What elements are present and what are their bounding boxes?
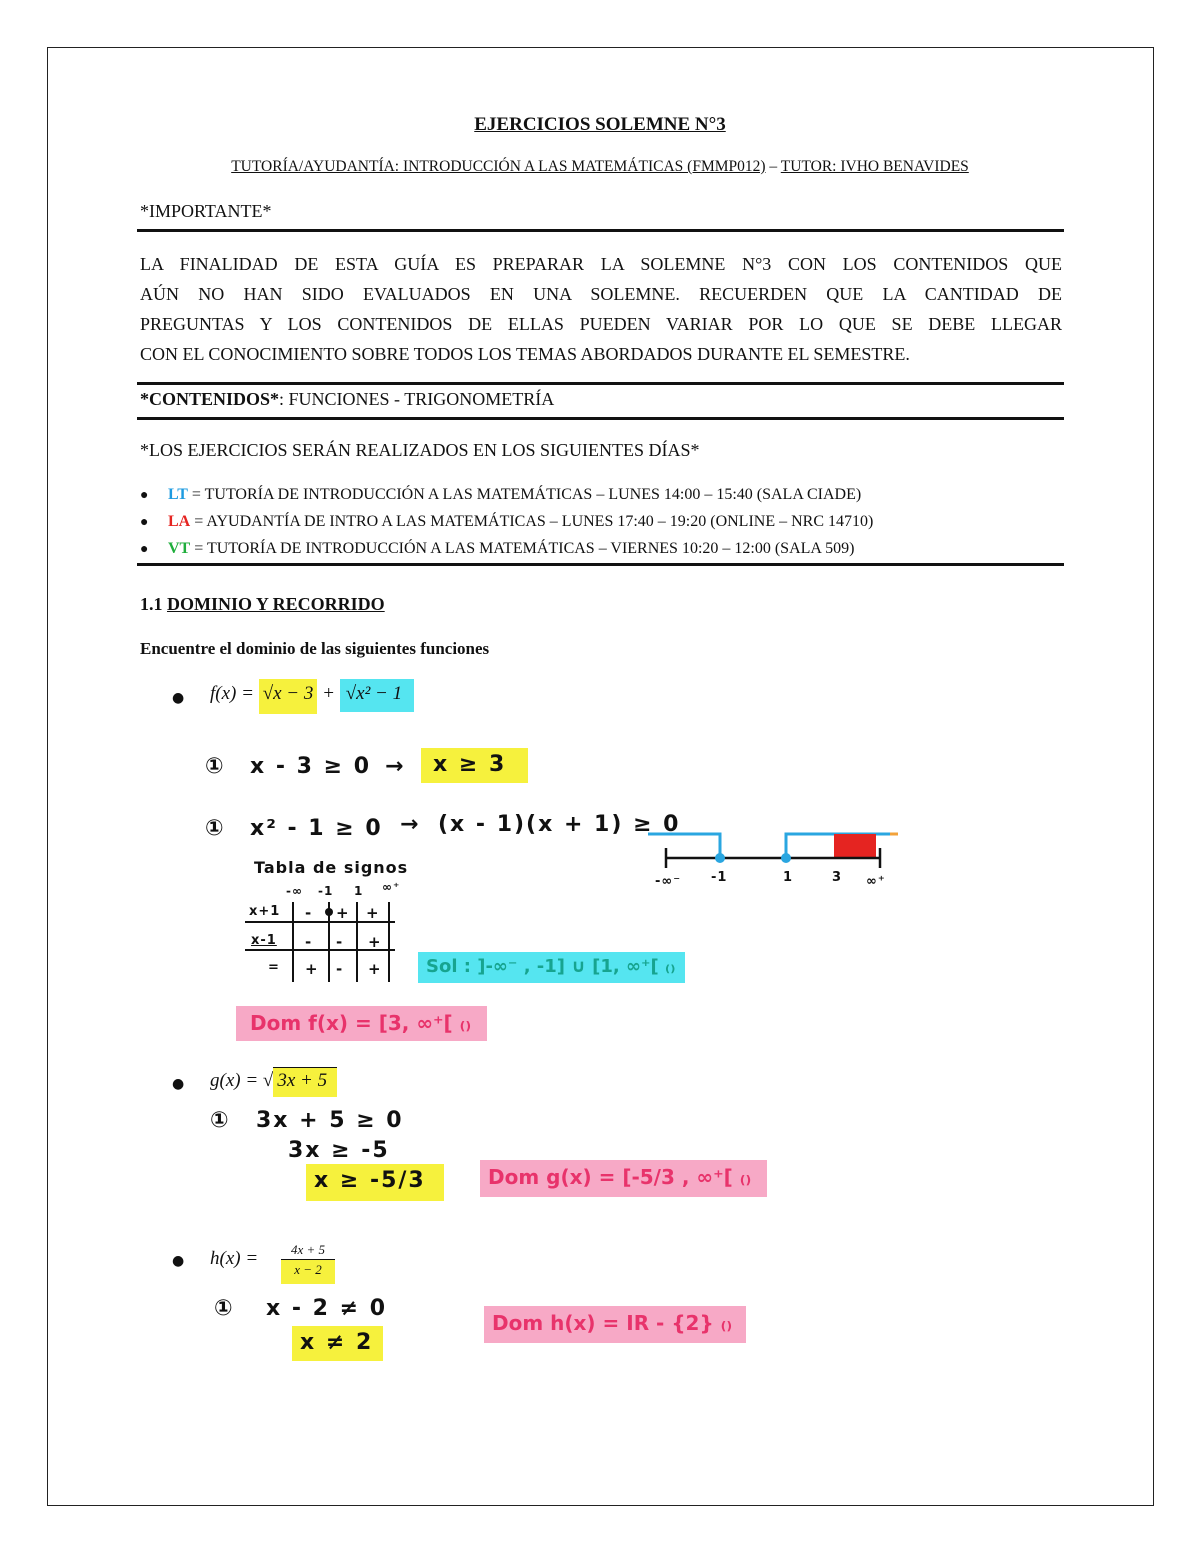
sign-row-label: x-1	[251, 933, 277, 948]
sign-cell: +	[366, 904, 380, 922]
arrow: →	[400, 812, 421, 837]
step-number: ①	[205, 754, 226, 779]
g-step1: 3x + 5 ≥ 0	[256, 1108, 404, 1133]
g-step2: 3x ≥ -5	[288, 1138, 390, 1163]
sign-cell: +	[336, 904, 350, 922]
schedule-code: VT	[168, 540, 191, 557]
function-f-plus: +	[317, 683, 340, 704]
section-number: 1.1	[140, 594, 163, 614]
section-instruction: Encuentre el dominio de las siguientes funciones	[140, 639, 490, 658]
step-number: ①	[210, 1108, 231, 1133]
function-f-term2: √x² − 1	[340, 679, 414, 712]
sign-table-header: 1	[354, 884, 364, 898]
function-h-fraction	[281, 1242, 335, 1284]
course-name: TUTORÍA/AYUDANTÍA: INTRODUCCIÓN A LAS MATEMÁTICAS (FMMP012)	[231, 158, 766, 175]
f-domain: Dom f(x) = [3, ∞⁺[ ₍₎	[236, 1006, 487, 1041]
step-number: ①	[214, 1296, 235, 1321]
sign-cell: -	[336, 960, 344, 978]
bullet: ●	[172, 690, 185, 706]
paragraph-line: CON EL CONOCIMIENTO SOBRE TODOS LOS TEMAS ABORDADOS DURANTE EL SEMESTRE.	[140, 344, 910, 364]
schedule-heading: *LOS EJERCICIOS SERÁN REALIZADOS EN LOS SIGUIENTES DÍAS*	[140, 440, 700, 460]
number-line-label: -∞⁻	[655, 874, 682, 889]
schedule-code: LT	[168, 486, 188, 503]
divider	[137, 229, 1064, 232]
arrow: →	[385, 754, 406, 779]
schedule-item-lt: ● LT = TUTORÍA DE INTRODUCCIÓN A LAS MATEMÁTICAS – LUNES 14:00 – 15:40 (SALA CIADE)	[140, 486, 862, 503]
important-label: *IMPORTANTE*	[140, 201, 272, 221]
paragraph-line: AÚN NO HAN SIDO EVALUADOS EN UNA SOLEMNE. RECUERDEN QUE LA CANTIDAD DE	[140, 284, 1062, 304]
number-line-label: ∞⁺	[866, 874, 886, 889]
sign-cell: +	[305, 960, 319, 978]
g-step3: x ≥ -5/3	[306, 1164, 444, 1201]
divider	[137, 382, 1064, 385]
sign-cell: -	[305, 933, 313, 951]
divider	[137, 417, 1064, 420]
sign-table-title: Tabla de signos	[254, 858, 409, 877]
contenidos-label: *CONTENIDOS*	[140, 389, 280, 409]
f-step2-factored: (x - 1)(x + 1) ≥ 0	[438, 812, 681, 837]
f-solution: Sol : ]-∞⁻ , -1] ∪ [1, ∞⁺[ ₍₎	[418, 952, 685, 983]
page-subtitle	[0, 158, 1200, 176]
schedule-list	[140, 482, 873, 563]
sign-row-label: x+1	[249, 904, 281, 919]
sign-cell: +	[368, 960, 382, 978]
number-line-label: 1	[783, 870, 794, 885]
sqrt-symbol: √	[262, 1070, 274, 1091]
function-g-radicand: 3x + 5	[273, 1067, 337, 1097]
sign-row-label: =	[268, 960, 280, 975]
sign-cell: -	[305, 904, 313, 922]
f-step1-result: x ≥ 3	[421, 748, 528, 783]
paragraph-line: PREGUNTAS Y LOS CONTENIDOS DE ELLAS PUEDEN VARIAR POR LO QUE SE DEBE LLEGAR	[140, 314, 1062, 334]
divider	[137, 563, 1064, 566]
schedule-item-la: ● LA = AYUDANTÍA DE INTRO A LAS MATEMÁTICAS – LUNES 17:40 – 19:20 (ONLINE – NRC 14710)	[140, 513, 874, 530]
f-step1: x - 3 ≥ 0	[250, 754, 372, 779]
g-domain: Dom g(x) = [-5/3 , ∞⁺[ ₍₎	[480, 1160, 767, 1197]
number-line-label: -1	[711, 870, 728, 885]
function-h-lhs: h(x) =	[210, 1248, 259, 1269]
section-title: DOMINIO Y RECORRIDO	[167, 594, 385, 614]
page-title: EJERCICIOS SOLEMNE N°3	[474, 114, 726, 135]
h-step2: x ≠ 2	[292, 1326, 383, 1361]
function-h-denominator: x − 2	[281, 1260, 335, 1284]
function-f	[210, 683, 414, 705]
function-g	[210, 1070, 337, 1092]
sign-table-header: -1	[318, 884, 334, 898]
f-step2: x² - 1 ≥ 0	[250, 816, 383, 841]
function-f-term1: √x − 3	[259, 679, 318, 714]
function-h-numerator: 4x + 5	[281, 1242, 335, 1260]
function-f-lhs: f(x) =	[210, 683, 259, 704]
step-number: ①	[205, 816, 226, 841]
sign-table-header: -∞	[286, 884, 303, 898]
contenidos-line	[140, 389, 554, 410]
schedule-code: LA	[168, 513, 191, 530]
schedule-text: = AYUDANTÍA DE INTRO A LAS MATEMÁTICAS – LUNES 17:40 – 19:20 (ONLINE – NRC 14710)	[190, 513, 874, 530]
h-domain: Dom h(x) = IR - {2} ₍₎	[484, 1306, 746, 1343]
paragraph-line: LA FINALIDAD DE ESTA GUÍA ES PREPARAR LA SOLEMNE N°3 CON LOS CONTENIDOS QUE	[140, 254, 1062, 274]
number-line-label: 3	[832, 870, 843, 885]
tutor-name: TUTOR: IVHO BENAVIDES	[780, 158, 969, 175]
schedule-text: = TUTORÍA DE INTRODUCCIÓN A LAS MATEMÁTICAS – LUNES 14:00 – 15:40 (SALA CIADE)	[187, 486, 862, 503]
schedule-text: = TUTORÍA DE INTRODUCCIÓN A LAS MATEMÁTICAS – VIERNES 10:20 – 12:00 (SALA 509)	[190, 540, 855, 557]
bullet: ●	[172, 1076, 185, 1092]
important-paragraph	[140, 249, 1062, 369]
sign-table-header: ∞⁺	[382, 880, 401, 894]
section-heading	[140, 594, 385, 615]
sign-cell: +	[368, 933, 382, 951]
contenidos-value: : FUNCIONES - TRIGONOMETRÍA	[279, 389, 555, 409]
sign-cell: -	[336, 933, 344, 951]
subtitle-separator: –	[765, 158, 781, 175]
function-g-lhs: g(x) =	[210, 1070, 263, 1091]
bullet: ●	[172, 1253, 185, 1269]
schedule-item-vt: ● VT = TUTORÍA DE INTRODUCCIÓN A LAS MATEMÁTICAS – VIERNES 10:20 – 12:00 (SALA 509)	[140, 540, 855, 557]
h-step1: x - 2 ≠ 0	[266, 1296, 388, 1321]
